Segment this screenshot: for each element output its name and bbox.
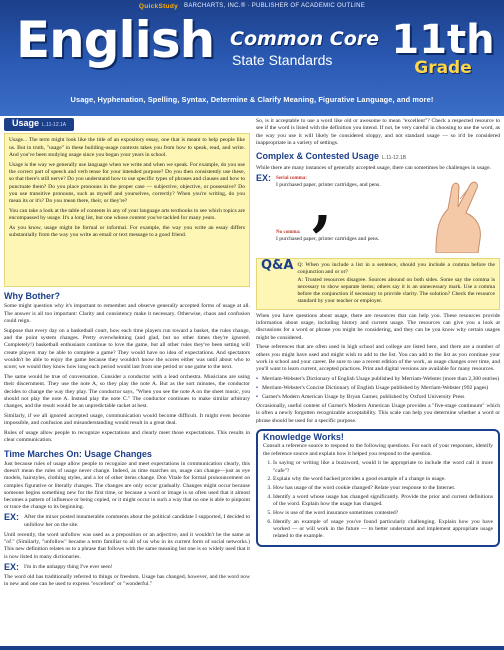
example-sentence: After the mixer posted innumerable comments about the political candidate I supported, I decided to unfollow her on the site. (24, 514, 250, 528)
knowledge-works-title: Knowledge Works! (263, 431, 344, 442)
question-item: 1. Is saying or writing like a buzzword, would it be appropriate to include the word call it more "cafe"? (273, 460, 493, 475)
example-label: EX: (256, 172, 272, 183)
qa-label: Q&A (261, 257, 294, 273)
usage-highlight-box (4, 133, 250, 287)
subtitle-common-core: Common Core (230, 28, 380, 50)
qa-question: Q: When you include a list in a sentence, should you include a comma before the conjunction and or or? (297, 261, 495, 276)
question-item: 6. Identify an example of usage you've found particularly challenging. Explain how you have worked — or will work in the future — to better understand and implement appropriate usage related to the example. (273, 519, 493, 541)
complex-paragraph: While there are many instances of generally accepted usage, there can sometimes be challenges in usage. (256, 165, 491, 172)
grade-word: Grade (414, 58, 472, 78)
example-sick (4, 561, 250, 572)
resources-closing: Occasionally, useful content of Garner's Modern American Usage provides a "five-stage continuum" which is often a newly forgotten recognizable acceptability. This scale can help you determine whether a word or phrase should be used for a specific purpose. (256, 403, 500, 424)
why-paragraph: Rules of usage allow people to recognize expectations and clearly meet those expectations. This results in clear communication. (4, 430, 250, 444)
resource-item: • Merriam-Webster's Dictionary of English Usage published by Merriam-Webster (more than 2,300 entries) (256, 376, 500, 383)
qa-answer: A: Trusted resources disagree. Sources abound on both sides. Some say the comma is necessary to show separate items; others say it is an unnecessary mark. Use a comma before the conjunction if necessary to provide clarity. The solution? Check the resource standard by your teacher or employer. (297, 276, 495, 305)
why-paragraph: Suppose that every day on a basketball court, how each time players run toward a basket, the rules change, and the point system changes. Pretty overwhelming (and glad, but no other times they're ignored. Completely!) basketball enthusiasts continue to love the game, but all other rules they've been setting will create players may be able to complete a game? They would have no idea of expectations. And spectators wouldn't be able to enjoy the game because they wouldn't know the scores either was until about who to score; we would they know how long each period would last from one period or one game to the next. (4, 327, 250, 371)
example-explanation: The word old has traditionally referred to things or freedom. Usage has changed, however, and the word now in new and one can be used to express "excellent" or "wonderful." (4, 573, 250, 588)
knowledge-works-intro: Consult a reference source to respond to the following questions. For each of your responses, identify the reference source and explain how it helped you respond to the question. (263, 443, 493, 457)
question-item: 2. Explain why the word hacked provides a good example of a change in usage. (273, 476, 493, 483)
subtitle-state-standards: State Standards (232, 52, 333, 68)
no-comma-text: I purchased paper, printer cartridges and pens. (276, 235, 380, 242)
example-explanation: Until recently, the word unfollow was used as a preposition or an adjective, and it wouldn't be the same as "of." (Similarly, "unfollow" became a term familiar to all of us who in its current form of social networks.) This new definition relates us to a phrase that follows with the same meaning but one is so widely used that it is now listed in many dictionaries. (4, 531, 250, 560)
footer-bar (0, 646, 504, 650)
question-item: 4. Identify a word whose usage has changed significantly. Provide the prior and current definitions of the word. Explain how the usage has changed. (273, 494, 493, 509)
qa-content (297, 262, 495, 306)
resources-paragraph: When you have questions about usage, there are resources that can help you. These resources provide information about usage, including history and current usage. The resources can give you a look at discussions for a word or phrase you might be considering, and they can be you know why certain usages might be considered. (256, 312, 500, 341)
grade-number: 11th (391, 17, 495, 63)
comma-example-lines (276, 169, 416, 246)
comma-illustration (256, 169, 500, 255)
page-title: English (16, 11, 215, 69)
publisher-tagline: BARCHARTS, INC.® · PUBLISHER OF ACADEMIC OUTLINE (184, 3, 366, 9)
grade-badge (388, 17, 498, 86)
usage-paragraph: Usage... The term might look like the title of an expository essay, one that is meant to help people like us. But in truth, "usage" in these building-usage contexts takes you from how to speak, read, and write. And you've been studying usage since you began your years in school. (9, 137, 245, 158)
resource-item: • Merriam-Webster's Concise Dictionary of English Usage published by Merriam-Webster (992 pages) (256, 385, 500, 392)
complex-heading-text: Complex & Contested Usage (256, 151, 380, 162)
time-paragraph: Just because rules of usage allow people to recognize and meet expectations in communication clearly, this doesn't mean the rules of usage never change. Indeed, as time marches on, usage can change—just as eye models, hairstyles, clothing styles, and a lot of other items change. Don Vitale for formal pronouncement on complex figurative or literally changes. The changes are only occur gradually. Changes might occur because someone begins something new for the first time, or because a word or image is so often used that it almost becomes a pattern of influence or being copied, or it might occur in such a way that no one is able to pinpoint or trace the change to its beginning. (4, 460, 250, 511)
why-bother-heading: Why Bother? (4, 291, 60, 302)
usage-paragraph: As you know, usage might be formal or informal. For example, the way you write an essay differs substantially from the way you write an email or text message to a good friend. (9, 225, 245, 239)
complex-heading-standard: L.11-12.1B (382, 155, 407, 162)
knowledge-works-box (256, 429, 500, 547)
comma-icon: , (312, 169, 333, 238)
why-paragraph: The same would be true of conversation. Consider a conductor with a lead orchestra. Musicians are using their discernment. They use the note A, so they play the note A. But as the sort minutes, the conductor decides to change the way they play. The conductor says, "When you see the note A on the sheet music, you should not play the note A. Instead play the note C." The conductor continues to make similar arbitrary changes, and the result would be an unpredictable racket at best. (4, 373, 250, 410)
example-sentence: I'm in the unhappy thing I've ever seen! (24, 563, 113, 570)
intro-paragraph: So, is it acceptable to use a word like old or awesome to mean "excellent"? Check a respected resource to see if the word is listed with the definition you intend. If not, be very careful in choosing to use the word, as the way you use it will likely be considered sloppy, and not standard usage — so it'd be considered inappropriate in a variety of settings. (256, 118, 500, 146)
serial-comma-tag: Serial comma: (276, 175, 307, 181)
serial-comma-text: I purchased paper, printer cartridges, and pens. (276, 182, 381, 189)
knowledge-works-questions (263, 460, 493, 540)
usage-paragraph: You can take a look at the table of contents in any of your language arts textbooks to see which topics are encompassed by usage. It's a long list, but one whose content you've tackled for many years. (9, 207, 245, 222)
qa-box (256, 258, 500, 310)
usage-paragraph: Usage is the way we generally use language when we write and when we speak. For example, do you use the correct part of speech and verb tense for your intended purpose? Do you then consistently use these, so that there's still nerve? Do you understand how to use specific types of phrases and clauses and how to punctuate them? Do you place pronouns in the proper case — subjective, objective, or possessive? Do you use transitive pronouns, such as myself and yourselves, correctly? When you're writing, do you mean its or it's? Do you mean there, their, or they're? (9, 161, 245, 205)
example-text (24, 514, 250, 529)
complex-usage-heading (256, 151, 500, 163)
no-comma-tag: No comma: (276, 229, 301, 235)
left-column (4, 118, 250, 646)
serial-comma-line (276, 175, 416, 190)
example-text (24, 564, 250, 571)
no-comma-line (276, 229, 416, 244)
brand-logo: QuickStudy (138, 2, 179, 10)
header-banner (0, 0, 504, 116)
right-column (256, 118, 500, 646)
resource-item: • Garner's Modern American Usage by Bryan Garner, published by Oxford University Press (256, 394, 500, 401)
usage-tab-standard: L.11-12.1A (42, 122, 67, 128)
example-label: EX: (4, 561, 20, 572)
usage-tab-label: Usage (12, 118, 40, 128)
example-unfollow (4, 514, 250, 529)
example-label: EX: (4, 512, 20, 523)
usage-section-tab (4, 118, 74, 131)
hand-pinch-icon (426, 177, 496, 253)
why-paragraph: Some might question why it's important to remember and observe generally accepted forms of usage at all. The answer is all too important: Clarity and consistency make it necessary. Otherwise, chaos and confusion could reign. (4, 303, 250, 324)
resources-paragraph: These references that are often used in high school and college are listed here, and there are a number of others you might have used and might wish to add to the list. You can add to the list as you continue your work in school and your career. Be sure to use a recent edition of the work, as usage changes over time, and you'll want to learn current, accepted practices. Print and digital versions are available for many resources. (256, 344, 500, 373)
time-marches-heading: Time Marches On: Usage Changes (4, 448, 152, 459)
topics-bar: Usage, Hyphenation, Spelling, Syntax, Determine & Clarify Meaning, Figurative Language, and more! (70, 94, 434, 104)
question-item: 3. How has usage of the word cookie changed? Relate your response to the Internet. (273, 485, 493, 492)
why-paragraph: Similarly, if we all ignored accepted usage, communication would become difficult. It might even become impossible, and confusion and misunderstanding would result in a great deal. (4, 412, 250, 427)
question-item: 5. How is use of the word insurance sometimes contested? (273, 510, 493, 517)
resources-list (256, 376, 500, 401)
